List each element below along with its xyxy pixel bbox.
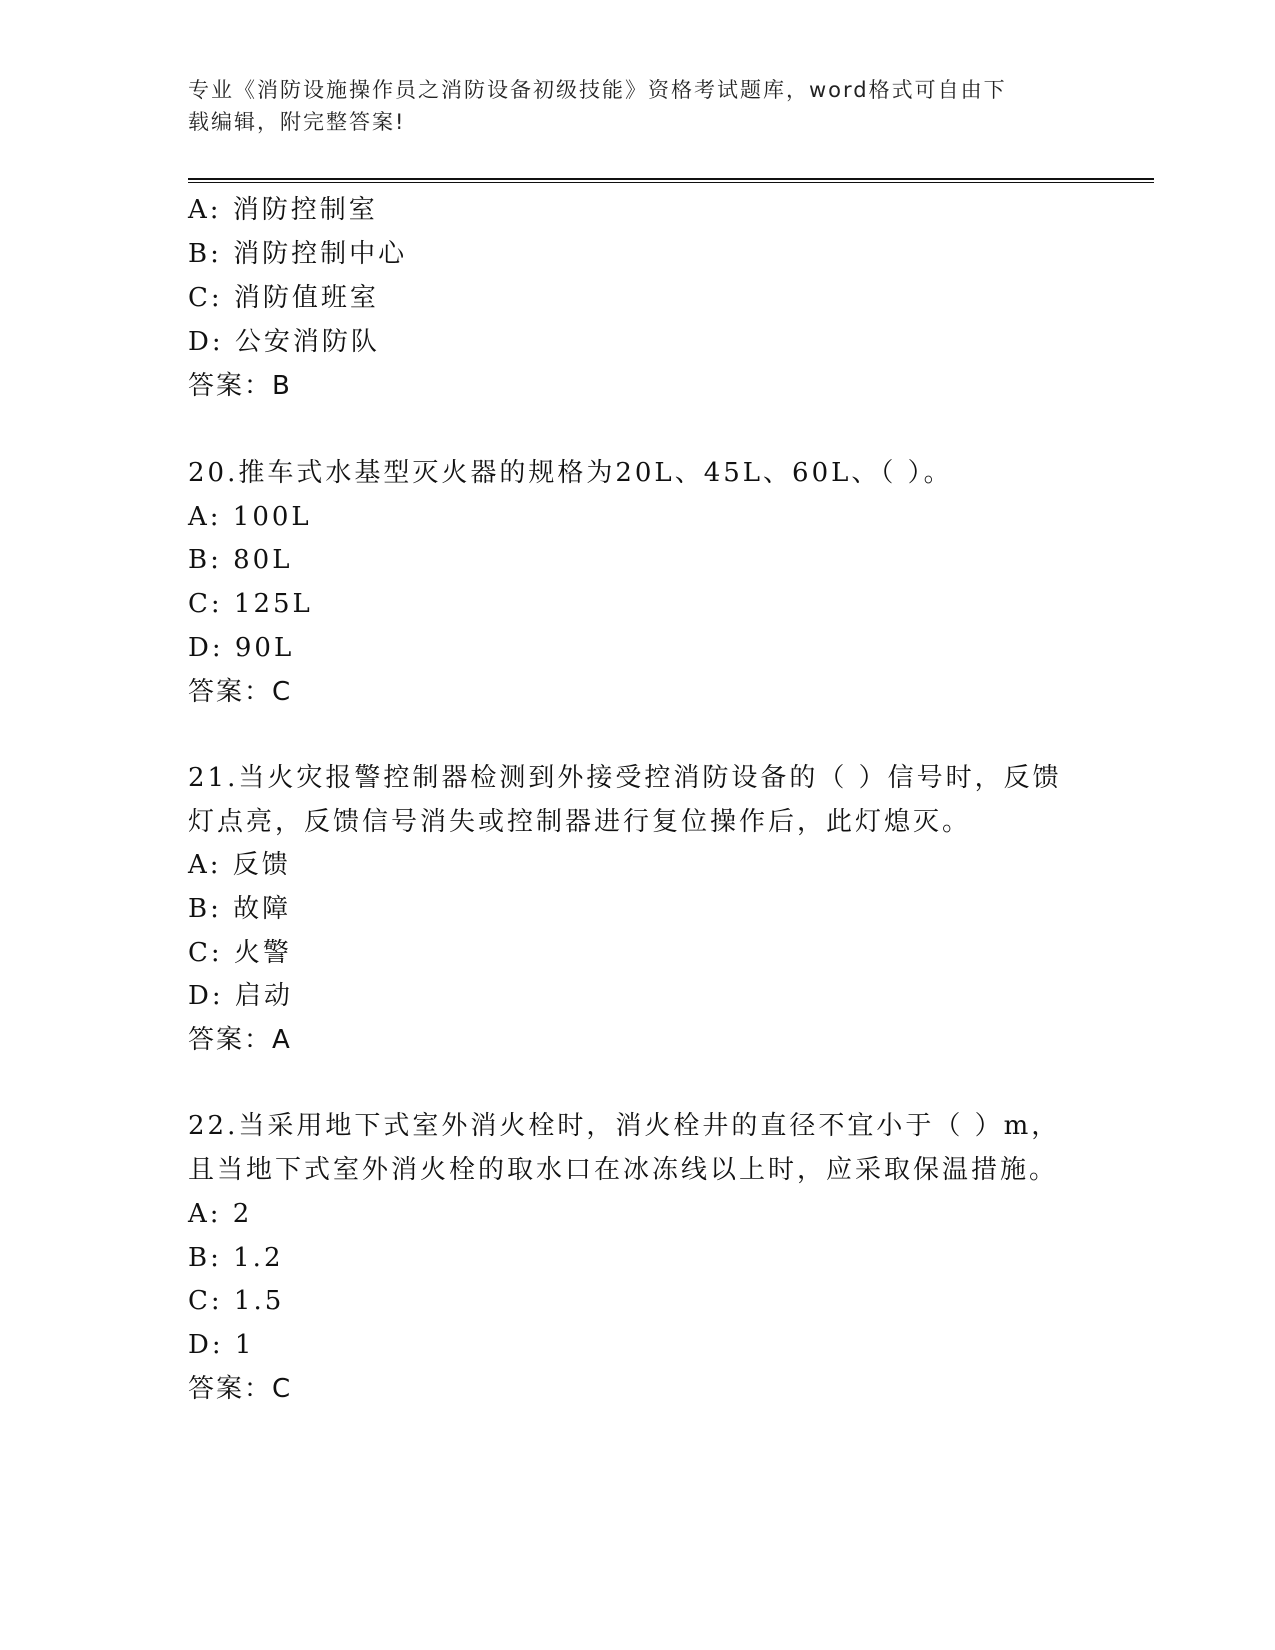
header-divider	[188, 178, 1154, 184]
q21-option-d: D: 启动	[188, 981, 293, 1011]
q22-option-d: D: 1	[188, 1330, 255, 1360]
q20-question: 20.推车式水基型灭火器的规格为20L、45L、60L、（ ）。	[188, 458, 953, 488]
q20-option-d: D: 90L	[188, 633, 295, 663]
q20-option-b: B: 80L	[188, 545, 293, 575]
q20-option-a: A: 100L	[188, 502, 312, 532]
q19-option-a: A: 消防控制室	[188, 195, 378, 225]
divider-line-top	[188, 178, 1154, 180]
q20-option-c: C: 125L	[188, 589, 313, 619]
q21-option-b: B: 故障	[188, 894, 292, 924]
q21-question-line-1: 21.当火灾报警控制器检测到外接受控消防设备的（ ）信号时，反馈	[188, 763, 1062, 793]
q22-question-line-2: 且当地下式室外消火栓的取水口在冰冻线以上时，应采取保温措施。	[188, 1155, 1059, 1185]
q20-answer: 答案：C	[188, 677, 293, 707]
q22-answer: 答案：C	[188, 1374, 293, 1404]
divider-line-bottom	[188, 182, 1154, 183]
q22-option-c: C: 1.5	[188, 1286, 285, 1316]
q22-question-line-1: 22.当采用地下式室外消火栓时，消火栓井的直径不宜小于（ ）m，	[188, 1111, 1061, 1141]
header-line-1: 专业《消防设施操作员之消防设备初级技能》资格考试题库，word格式可自由下	[188, 78, 1007, 102]
q21-question-line-2: 灯点亮，反馈信号消失或控制器进行复位操作后，此灯熄灭。	[188, 807, 972, 837]
q19-option-c: C: 消防值班室	[188, 283, 379, 313]
document-header	[188, 74, 1088, 138]
q21-option-c: C: 火警	[188, 938, 292, 968]
q21-option-a: A: 反馈	[188, 850, 291, 880]
q19-option-b: B: 消防控制中心	[188, 239, 408, 269]
q22-option-a: A: 2	[188, 1199, 253, 1229]
q22-option-b: B: 1.2	[188, 1243, 284, 1273]
q21-answer: 答案：A	[188, 1025, 292, 1055]
q19-option-d: D: 公安消防队	[188, 327, 380, 357]
q19-answer: 答案：B	[188, 371, 292, 401]
header-line-2: 载编辑，附完整答案!	[188, 110, 406, 134]
